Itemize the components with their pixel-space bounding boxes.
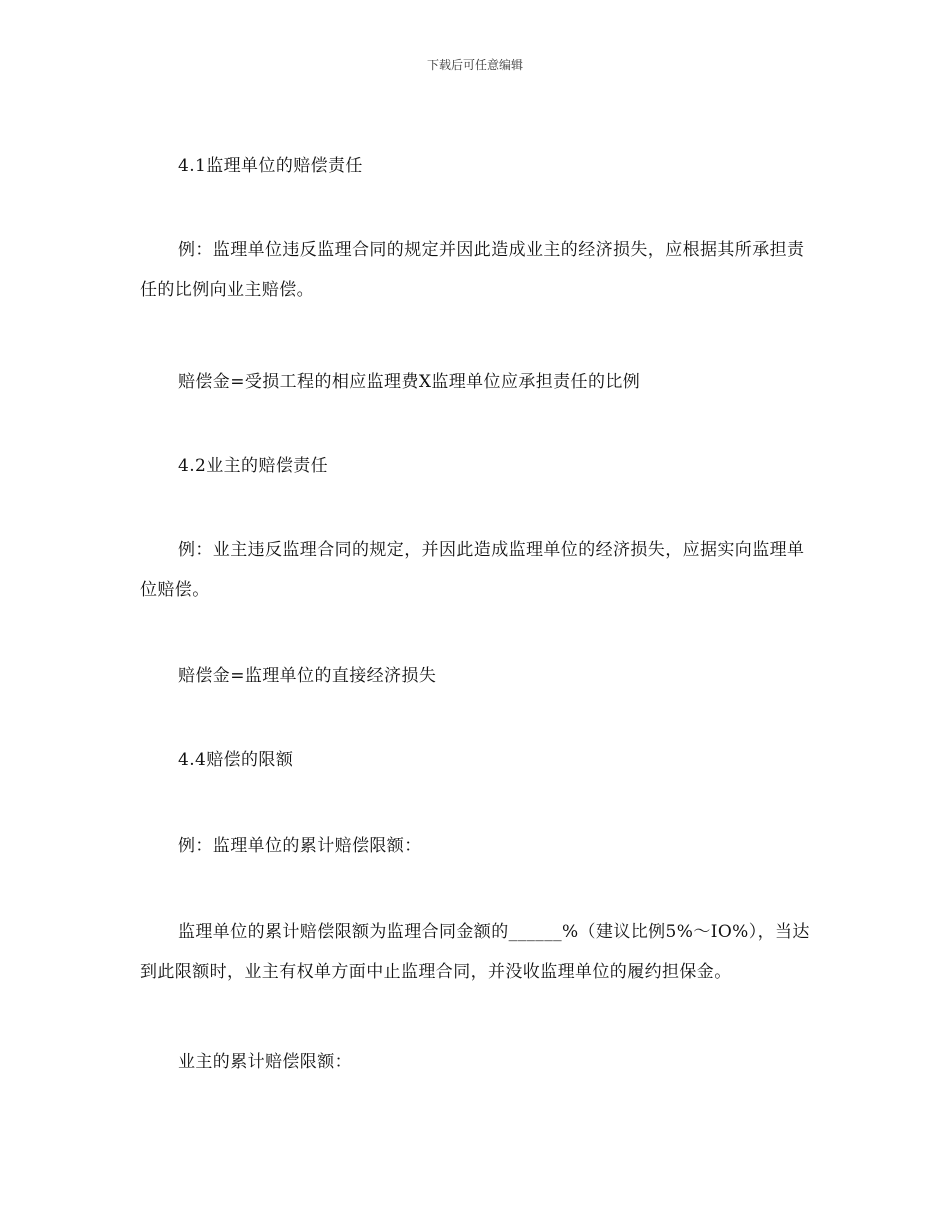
paragraph-supervisor-limit-intro: 例：监理单位的累计赔偿限额：	[178, 836, 422, 856]
formula-owner-compensation: 赔偿金=监理单位的直接经济损失	[178, 666, 437, 686]
section-heading-4-2: 4.2业主的赔偿责任	[178, 456, 329, 476]
section-heading-4-1: 4.1监理单位的赔偿责任	[178, 156, 363, 176]
formula-supervisor-compensation: 赔偿金=受损工程的相应监理费X监理单位应承担责任的比例	[178, 372, 641, 392]
paragraph-supervisor-liability: 例：监理单位违反监理合同的规定并因此造成业主的经济损失，应根据其所承担责任的比例向业主赔偿。	[140, 240, 805, 300]
section-heading-4-4: 4.4赔偿的限额	[178, 750, 294, 770]
paragraph-owner-liability: 例：业主违反监理合同的规定，并因此造成监理单位的经济损失，应据实向监理单位赔偿。	[140, 540, 805, 600]
paragraph-owner-limit-intro: 业主的累计赔偿限额：	[178, 1052, 352, 1072]
page-header: 下载后可任意编辑	[426, 58, 523, 72]
paragraph-supervisor-limit-detail: 监理单位的累计赔偿限额为监理合同金额的______%（建议比例5%～IO%），当达到此限额时，业主有权单方面中止监理合同，并没收监理单位的履约担保金。	[140, 922, 810, 982]
